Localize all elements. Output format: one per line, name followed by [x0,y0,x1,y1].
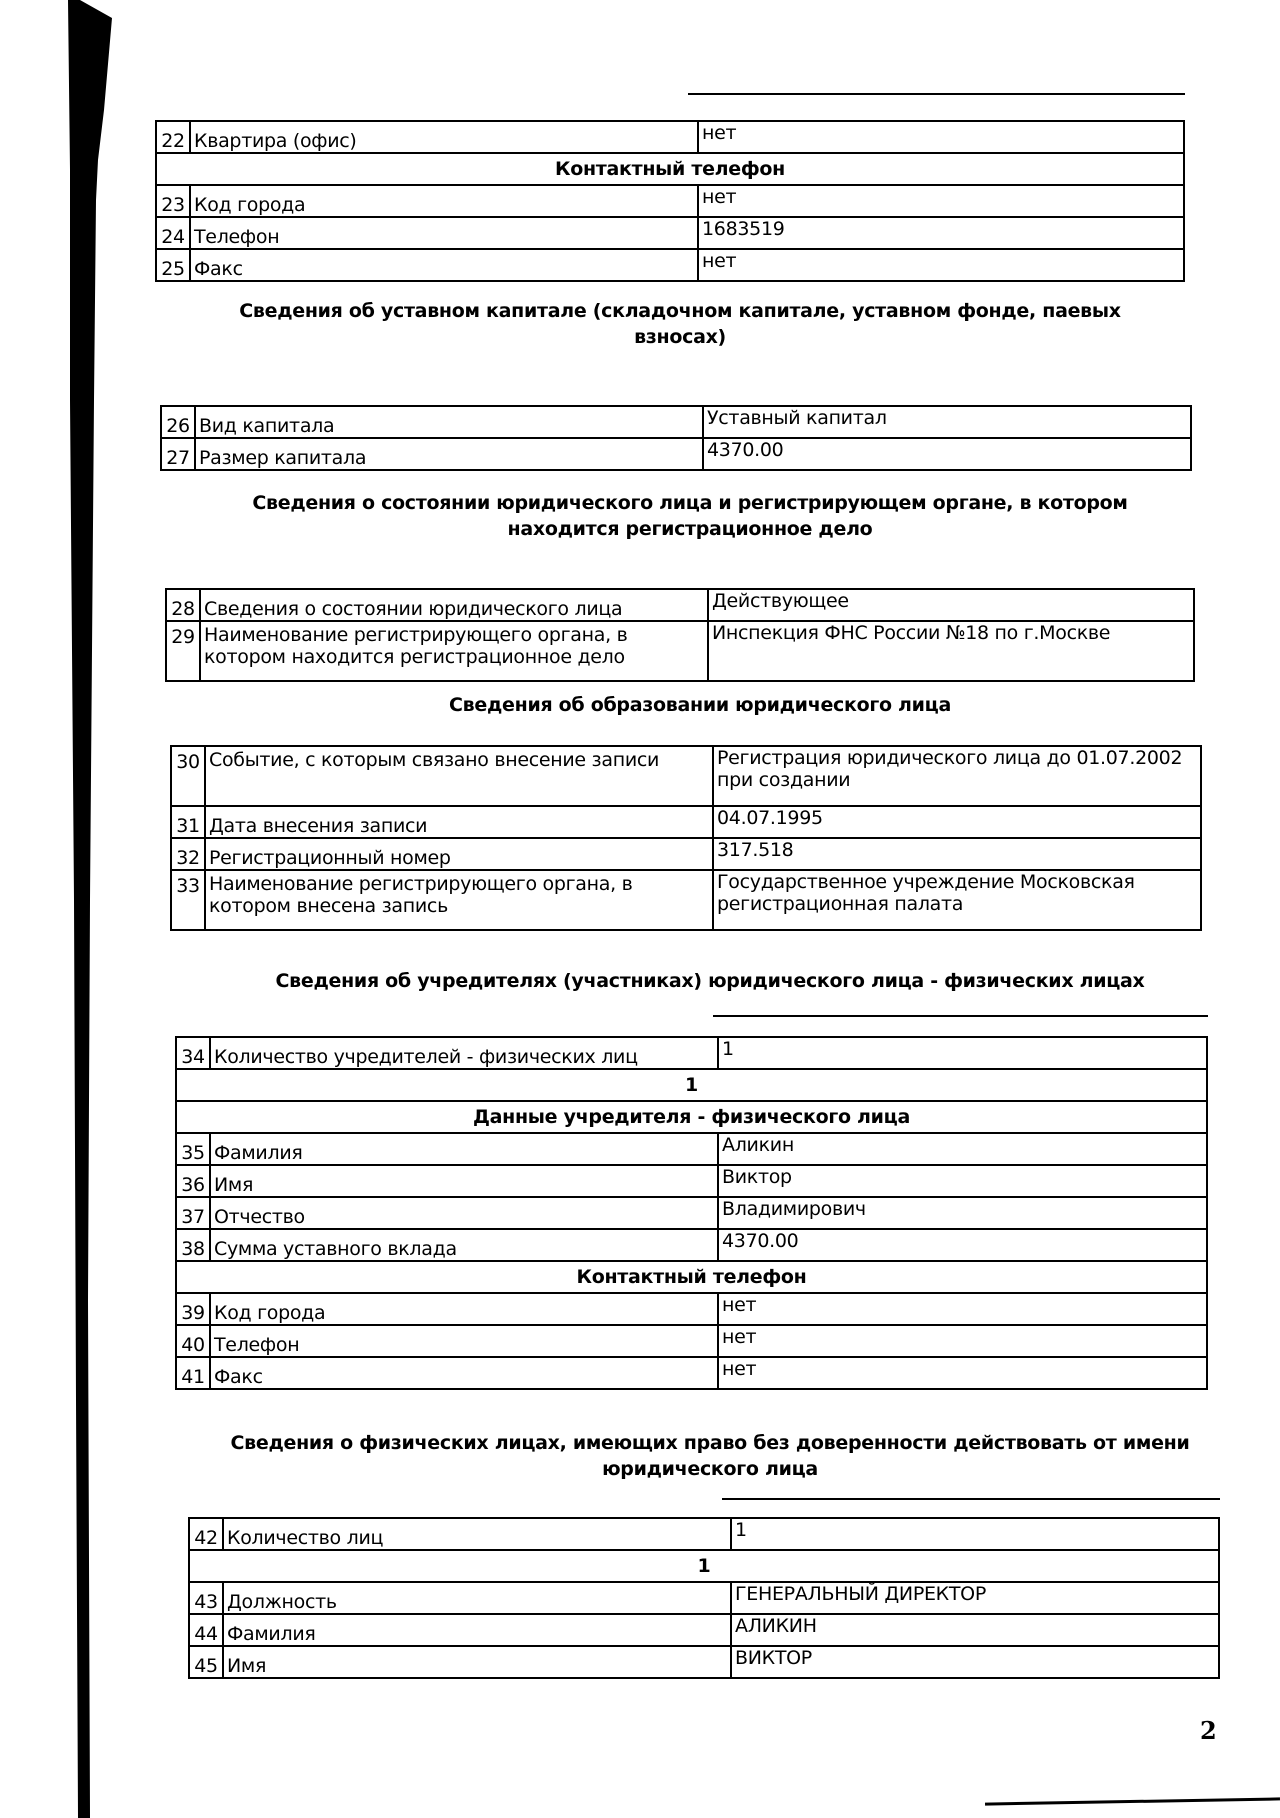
capital-table [160,405,1192,471]
row-value: 317.518 [713,838,1201,870]
table-row [161,406,1191,438]
row-label: Телефон [190,217,698,249]
table-row [156,121,1184,153]
table-top-border [722,1498,1220,1500]
table-row [176,1325,1207,1357]
row-number: 22 [156,121,190,153]
section-title-founders: Сведения об учредителях (участниках) юридического лица - физических лицах [275,970,1145,992]
table-row [189,1646,1219,1678]
row-value: ВИКТОР [731,1646,1219,1678]
row-value: Владимирович [718,1197,1207,1229]
row-number: 35 [176,1133,210,1165]
row-label: Код города [210,1293,718,1325]
row-value: ГЕНЕРАЛЬНЫЙ ДИРЕКТОР [731,1582,1219,1614]
row-number: 43 [189,1582,223,1614]
row-number: 26 [161,406,195,438]
row-number: 25 [156,249,190,281]
signatory-index: 1 [189,1550,1219,1582]
row-number: 24 [156,217,190,249]
row-value: нет [718,1357,1207,1389]
row-value: 1 [718,1037,1207,1069]
section-title-status: Сведения о состоянии юридического лица и регистрирующем органе, в котором находится регистрационное дело [252,492,1128,540]
founder-data-subheader: Данные учредителя - физического лица [176,1101,1207,1133]
row-value: нет [698,185,1184,217]
row-number: 30 [171,746,205,806]
row-value: 1683519 [698,217,1184,249]
row-value: 4370.00 [703,438,1191,470]
row-value: нет [718,1293,1207,1325]
row-number: 33 [171,870,205,930]
section-title-formation: Сведения об образовании юридического лица [449,694,951,716]
row-value: 1 [731,1518,1219,1550]
table-row [176,1197,1207,1229]
row-label: Квартира (офис) [190,121,698,153]
row-label: Наименование регистрирующего органа, в котором находится регистрационное дело [200,621,708,681]
row-label: Событие, с которым связано внесение записи [205,746,713,806]
table-row [171,870,1201,930]
row-label: Код города [190,185,698,217]
row-number: 31 [171,806,205,838]
row-label: Факс [210,1357,718,1389]
footer-rule [985,1797,1280,1805]
table-row [171,746,1201,806]
table-row [156,217,1184,249]
row-number: 42 [189,1518,223,1550]
row-number: 39 [176,1293,210,1325]
founder-index: 1 [176,1069,1207,1101]
page-number: 2 [1200,1716,1217,1745]
row-number: 37 [176,1197,210,1229]
table-subheader-row [176,1069,1207,1101]
row-value: Регистрация юридического лица до 01.07.2002 при создании [713,746,1201,806]
table-top-border [713,1015,1208,1017]
row-value: Уставный капитал [703,406,1191,438]
section-title-signatories: Сведения о физических лицах, имеющих право без доверенности действовать от имени юридического лица [230,1432,1190,1480]
row-label: Имя [210,1165,718,1197]
table-row [176,1037,1207,1069]
row-label: Факс [190,249,698,281]
row-label: Телефон [210,1325,718,1357]
row-number: 40 [176,1325,210,1357]
row-label: Количество учредителей - физических лиц [210,1037,718,1069]
table-row [189,1614,1219,1646]
table-subheader-row [189,1550,1219,1582]
row-number: 28 [166,589,200,621]
row-number: 32 [171,838,205,870]
row-number: 36 [176,1165,210,1197]
table-row [166,589,1194,621]
table-row [189,1518,1219,1550]
row-label: Фамилия [223,1614,731,1646]
row-label: Имя [223,1646,731,1678]
table-subheader-row [156,153,1184,185]
table-row [176,1165,1207,1197]
founders-table [175,1036,1208,1390]
table-row [176,1133,1207,1165]
row-label: Наименование регистрирующего органа, в котором внесена запись [205,870,713,930]
table-top-border [688,93,1185,95]
row-value: Действующее [708,589,1194,621]
table-row [156,185,1184,217]
contact-phone-subheader: Контактный телефон [156,153,1184,185]
row-value: Аликин [718,1133,1207,1165]
row-number: 34 [176,1037,210,1069]
formation-table [170,745,1202,931]
table-row [189,1582,1219,1614]
contact-table [155,120,1185,282]
table-row [156,249,1184,281]
row-number: 29 [166,621,200,681]
table-subheader-row [176,1101,1207,1133]
table-subheader-row [176,1261,1207,1293]
row-label: Сумма уставного вклада [210,1229,718,1261]
row-label: Размер капитала [195,438,703,470]
row-value: нет [698,121,1184,153]
row-value: 4370.00 [718,1229,1207,1261]
row-value: нет [698,249,1184,281]
row-number: 23 [156,185,190,217]
row-value: Инспекция ФНС России №18 по г.Москве [708,621,1194,681]
row-label: Сведения о состоянии юридического лица [200,589,708,621]
section-title-capital: Сведения об уставном капитале (складочном капитале, уставном фонде, паевых взносах) [239,300,1121,348]
table-row [166,621,1194,681]
row-value: Государственное учреждение Московская регистрационная палата [713,870,1201,930]
row-label: Фамилия [210,1133,718,1165]
row-number: 27 [161,438,195,470]
row-number: 38 [176,1229,210,1261]
table-row [161,438,1191,470]
row-number: 41 [176,1357,210,1389]
row-value: АЛИКИН [731,1614,1219,1646]
row-number: 45 [189,1646,223,1678]
row-value: нет [718,1325,1207,1357]
row-label: Вид капитала [195,406,703,438]
row-label: Должность [223,1582,731,1614]
row-label: Дата внесения записи [205,806,713,838]
table-row [176,1357,1207,1389]
row-value: 04.07.1995 [713,806,1201,838]
table-row [176,1293,1207,1325]
signatories-table [188,1517,1220,1679]
table-row [171,806,1201,838]
row-value: Виктор [718,1165,1207,1197]
row-number: 44 [189,1614,223,1646]
table-row [171,838,1201,870]
founder-contact-subheader: Контактный телефон [176,1261,1207,1293]
row-label: Отчество [210,1197,718,1229]
row-label: Регистрационный номер [205,838,713,870]
row-label: Количество лиц [223,1518,731,1550]
status-table [165,588,1195,682]
table-row [176,1229,1207,1261]
